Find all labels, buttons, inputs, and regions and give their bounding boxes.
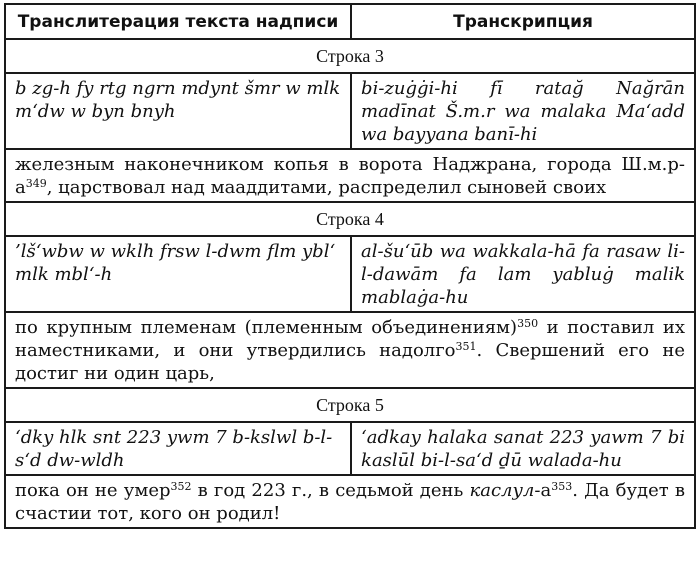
translation-text: и поставил их наместниками, и они утвердились надолго: [15, 317, 685, 361]
translation-text: . Да будет в счастии тот, кого он родил!: [15, 480, 686, 524]
header-transcription: Транскрипция: [351, 4, 695, 39]
translation-row: [5, 475, 695, 528]
transliteration-cell: ‘dky hlk snt 223 ywm 7 b-kslwl b-l-s‘d dw-wldh: [5, 422, 351, 475]
translation-cell: [5, 475, 695, 528]
transliteration-cell: b zg-h fy rtg ngrn mdynt šmr w mlk m‘dw w byn bnyh: [5, 73, 351, 149]
translation-text: в год 223 г., в седьмой день: [191, 480, 470, 501]
inscription-table: [4, 3, 696, 529]
footnote-ref[interactable]: 350: [517, 317, 539, 330]
footnote-ref[interactable]: 352: [170, 480, 192, 493]
text-row: [5, 422, 695, 475]
footnote-ref[interactable]: 351: [455, 340, 477, 353]
translation-text: железным наконечником копья в ворота Наджрана, города Ш.м.р-а: [15, 154, 685, 198]
footnote-ref[interactable]: 349: [25, 177, 47, 190]
transliteration-cell: ’lš‘wbw w wklh frsw l-dwm flm ybl‘ mlk mbl‘-h: [5, 236, 351, 312]
line-label-row: [5, 39, 695, 73]
line-label-row: [5, 202, 695, 236]
line-label-row: [5, 388, 695, 422]
table-header-row: [5, 4, 695, 39]
translation-text: по крупным племенам (племенным объединениям): [15, 317, 518, 338]
translation-cell: [5, 312, 695, 388]
footnote-ref[interactable]: 353: [551, 480, 573, 493]
translation-text: . Свершений его не достиг ни один царь,: [15, 340, 685, 384]
transcription-cell: al-šu‘ūb wa wakkala-hā fa rasaw li-l-dawām fa lam yabluġ malik mablaġa-hu: [351, 236, 695, 312]
translation-cell: [5, 149, 695, 202]
translation-text: , царствовал над мааддитами, распределил сыновей своих: [46, 177, 607, 198]
translation-text: -а: [534, 480, 552, 501]
header-transliteration: Транслитерация текста надписи: [5, 4, 351, 39]
line-label: Строка 5: [5, 388, 695, 422]
line-label: Строка 3: [5, 39, 695, 73]
text-row: [5, 73, 695, 149]
month-name: каслул: [469, 480, 535, 501]
translation-text: пока он не умер: [15, 480, 171, 501]
translation-row: [5, 149, 695, 202]
transcription-cell: ‘adkay halaka sanat 223 yawm 7 bi kaslūl bi-l-sa‘d ḏū walada-hu: [351, 422, 695, 475]
text-row: [5, 236, 695, 312]
translation-row: [5, 312, 695, 388]
line-label: Строка 4: [5, 202, 695, 236]
transcription-cell: bi-zuġġi-hi fī ratağ Nağrān madīnat Š.m.r wa malaka Ma‘add wa bayyana banī-hi: [351, 73, 695, 149]
